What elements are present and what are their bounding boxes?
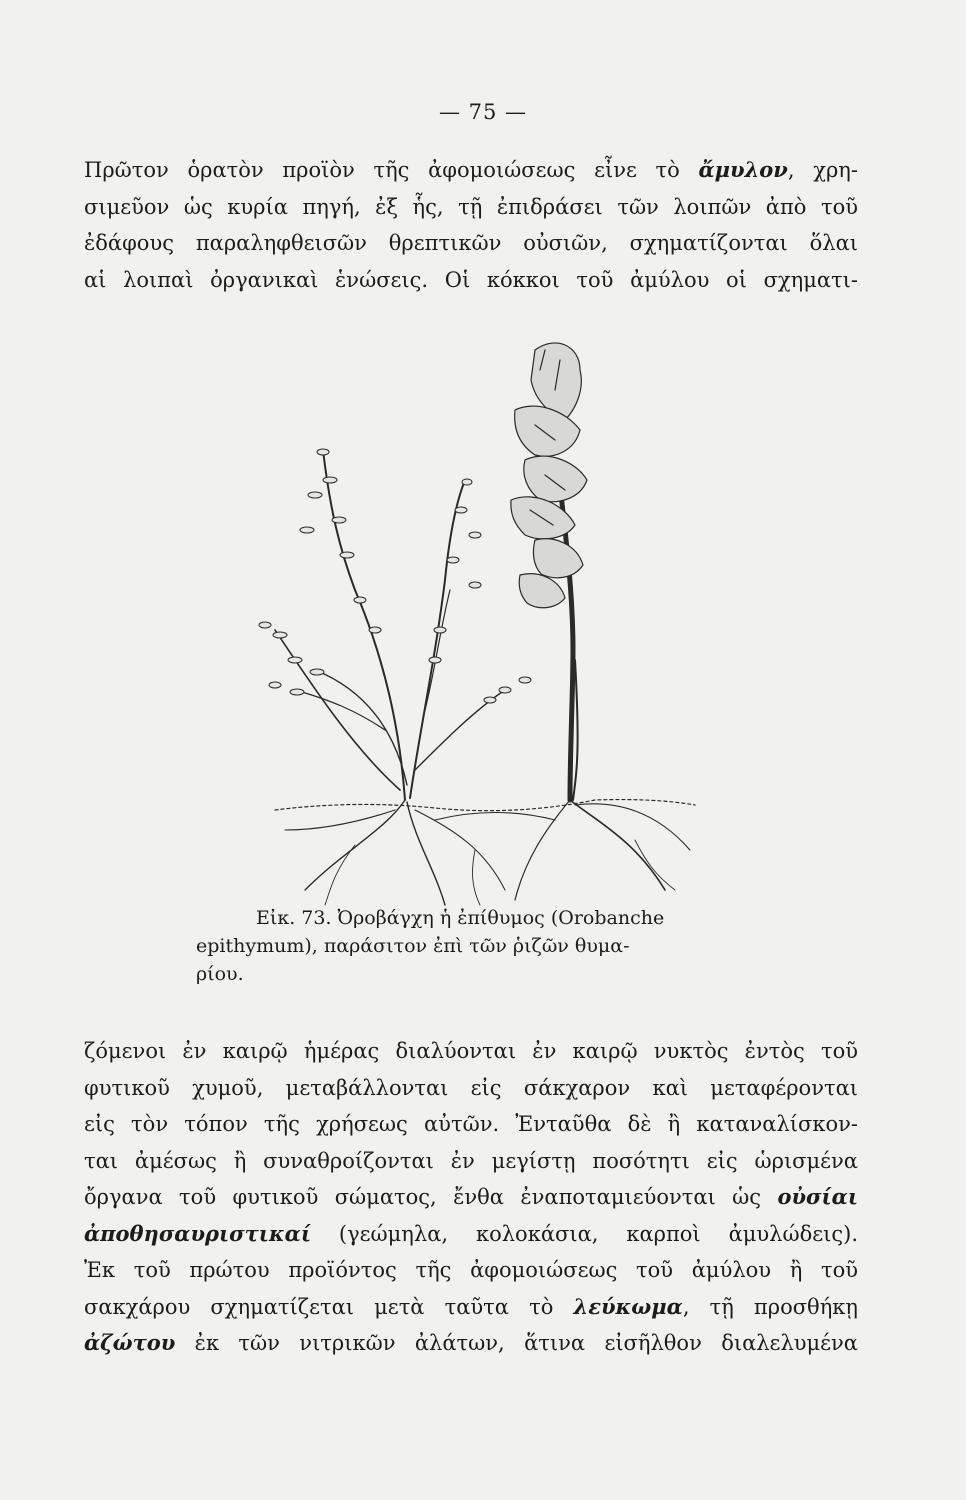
paragraph-line: αἱ λοιπαὶ ὀργανικαὶ ἑνώσεις. Οἱ κόκκοι τοῦ ἀμύλου οἱ σχηματι- — [84, 267, 858, 292]
paragraph-top — [84, 152, 858, 298]
emphasis-term: ἄμυλον — [698, 157, 788, 182]
emphasis-term: ἀζώτου — [84, 1330, 176, 1355]
caption-line: ρίου. — [196, 963, 244, 985]
paragraph-bottom — [84, 1033, 858, 1362]
caption-line: Εἰκ. 73. Ὀροβάγχη ἡ ἐπίθυμος (Orobanche — [256, 907, 665, 929]
paragraph-line: Ἐκ τοῦ πρώτου προϊόντος τῆς ἀφομοιώσεως τοῦ ἀμύλου ἢ τοῦ — [84, 1258, 858, 1282]
figure-caption — [196, 904, 696, 988]
paragraph-line: σακχάρου σχηματίζεται μετὰ ταῦτα τὸ λεύκωμα, τῇ προσθήκῃ — [84, 1293, 858, 1319]
plant-illustration — [235, 330, 705, 910]
paragraph-line: φυτικοῦ χυμοῦ, μεταβάλλονται εἰς σάκχαρον καὶ μεταφέρονται — [84, 1075, 858, 1100]
paragraph-line: σιμεῦον ὡς κυρία πηγή, ἐξ ἧς, τῇ ἐπιδράσει τῶν λοιπῶν ἀπὸ τοῦ — [84, 194, 858, 219]
paragraph-line: ται ἀμέσως ἢ συναθροίζονται ἐν μεγίστῃ ποσότητι εἰς ὡρισμένα — [84, 1148, 858, 1173]
paragraph-line: ἐδάφους παραληφθεισῶν θρεπτικῶν οὐσιῶν, σχηματίζονται ὅλαι — [84, 231, 858, 255]
paragraph-line: ὄργανα τοῦ φυτικοῦ σώματος, ἔνθα ἐναποταμιεύονται ὡς οὐσίαι — [84, 1184, 858, 1209]
paragraph-line: ἀζώτου ἐκ τῶν νιτρικῶν ἀλάτων, ἅτινα εἰσῆλθον διαλελυμένα — [84, 1330, 858, 1355]
emphasis-term: ἀποθησαυριστικαί — [84, 1220, 311, 1246]
paragraph-line: εἰς τὸν τόπον τῆς χρήσεως αὐτῶν. Ἐνταῦθα δὲ ἢ καταναλίσκον- — [84, 1112, 858, 1136]
caption-line: epithymum), παράσιτον ἐπὶ τῶν ῥιζῶν θυμα- — [196, 935, 630, 957]
paragraph-line: ζόμενοι ἐν καιρῷ ἡμέρας διαλύονται ἐν καιρῷ νυκτὸς ἐντὸς τοῦ — [84, 1039, 858, 1063]
page-number: — 75 — — [438, 100, 528, 124]
emphasis-term: λεύκωμα — [573, 1293, 683, 1319]
paragraph-line: ἀποθησαυριστικαί (γεώμηλα, κολοκάσια, καρποὶ ἀμυλώδεις). — [84, 1220, 858, 1246]
emphasis-term: οὐσίαι — [777, 1184, 858, 1209]
paragraph-line: Πρῶτον ὁρατὸν προϊὸν τῆς ἀφομοιώσεως εἶνε τὸ ἄμυλον, χρη- — [84, 157, 858, 182]
